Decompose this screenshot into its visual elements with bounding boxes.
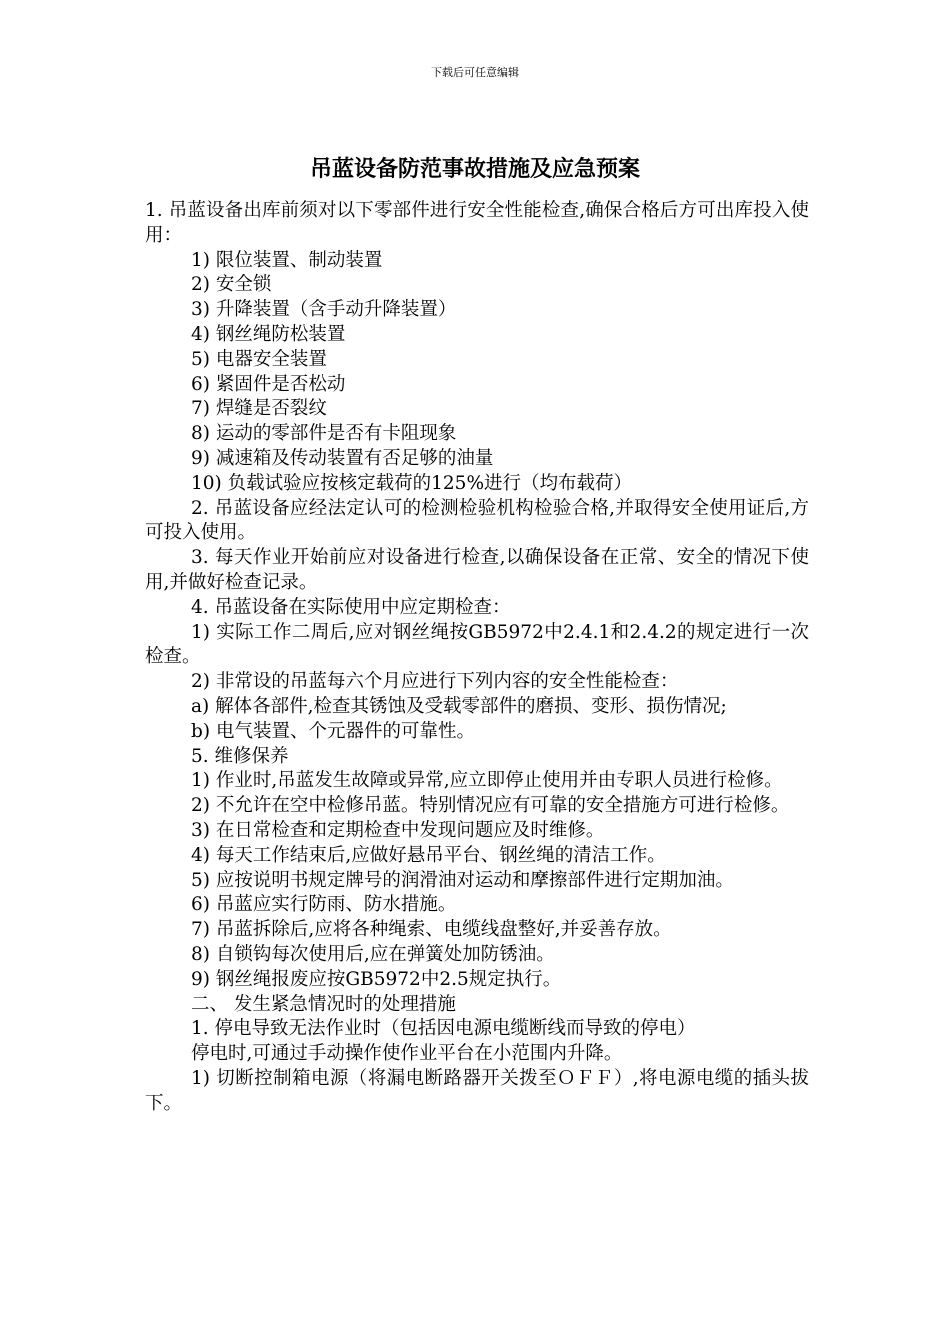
section-heading: 二、 发生紧急情况时的处理措施 — [191, 993, 456, 1015]
paragraph: 1) 限位装置、制动装置 — [191, 249, 383, 271]
paragraph: 5) 电器安全装置 — [191, 348, 327, 370]
paragraph: 1) 实际工作二周后,应对钢丝绳按GB5972中2.4.1和2.4.2的规定进行一次检查。 — [145, 621, 809, 668]
paragraph: 9) 减速箱及传动装置有否足够的油量 — [191, 447, 494, 469]
paragraph: a) 解体各部件,检查其锈蚀及受载零部件的磨损、变形、损伤情况; — [191, 695, 727, 717]
paragraph: 8) 自锁钩每次使用后,应在弹簧处加防锈油。 — [191, 943, 555, 965]
paragraph: 6) 紧固件是否松动 — [191, 373, 346, 395]
paragraph: 4. 吊蓝设备在实际使用中应定期检查： — [191, 596, 511, 618]
paragraph: 8) 运动的零部件是否有卡阻现象 — [191, 423, 457, 445]
paragraph: 7) 吊蓝拆除后,应将各种绳索、电缆线盘整好,并妥善存放。 — [191, 919, 672, 941]
document-body — [145, 199, 809, 1116]
paragraph: 1) 切断控制箱电源（将漏电断路器开关拨至ＯＦＦ）,将电源电缆的插头拔下。 — [145, 1067, 809, 1114]
paragraph: 2) 安全锁 — [191, 274, 272, 296]
document-title: 吊蓝设备防范事故措施及应急预案 — [309, 156, 640, 182]
paragraph: 6) 吊蓝应实行防雨、防水措施。 — [191, 894, 457, 916]
paragraph: 3. 每天作业开始前应对设备进行检查,以确保设备在正常、安全的情况下使用,并做好检查记录。 — [145, 547, 809, 593]
paragraph: 4) 每天工作结束后,应做好悬吊平台、钢丝绳的清洁工作。 — [191, 844, 666, 866]
paragraph: b) 电气装置、个元器件的可靠性。 — [191, 720, 475, 742]
paragraph: 3) 升降装置（含手动升降装置） — [191, 299, 457, 321]
paragraph: 2) 非常设的吊蓝每六个月应进行下列内容的安全性能检查： — [191, 671, 679, 693]
paragraph: 3) 在日常检查和定期检查中发现问题应及时维修。 — [191, 819, 605, 841]
paragraph: 1) 作业时,吊蓝发生故障或异常,应立即停止使用并由专职人员进行检修。 — [191, 770, 783, 792]
paragraph: 7) 焊缝是否裂纹 — [191, 398, 327, 420]
paragraph: 2. 吊蓝设备应经法定认可的检测检验机构检验合格,并取得安全使用证后,方可投入使用。 — [145, 497, 809, 544]
header-note: 下载后可任意编辑 — [431, 66, 519, 79]
paragraph: 10) 负载试验应按核定载荷的125%进行（均布载荷） — [191, 472, 633, 494]
paragraph: 9) 钢丝绳报废应按GB5972中2.5规定执行。 — [191, 968, 562, 990]
paragraph: 1. 停电导致无法作业时（包括因电源电缆断线而导致的停电） — [191, 1018, 696, 1040]
paragraph: 2) 不允许在空中检修吊蓝。特别情况应有可靠的安全措施方可进行检修。 — [191, 795, 790, 817]
paragraph: 1. 吊蓝设备出库前须对以下零部件进行安全性能检查,确保合格后方可出库投入使用： — [145, 200, 809, 246]
paragraph: 停电时,可通过手动操作使作业平台在小范围内升降。 — [191, 1043, 623, 1065]
paragraph: 5. 维修保养 — [191, 745, 289, 767]
paragraph: 4) 钢丝绳防松装置 — [191, 323, 346, 345]
paragraph: 5) 应按说明书规定牌号的润滑油对运动和摩擦部件进行定期加油。 — [191, 869, 734, 891]
